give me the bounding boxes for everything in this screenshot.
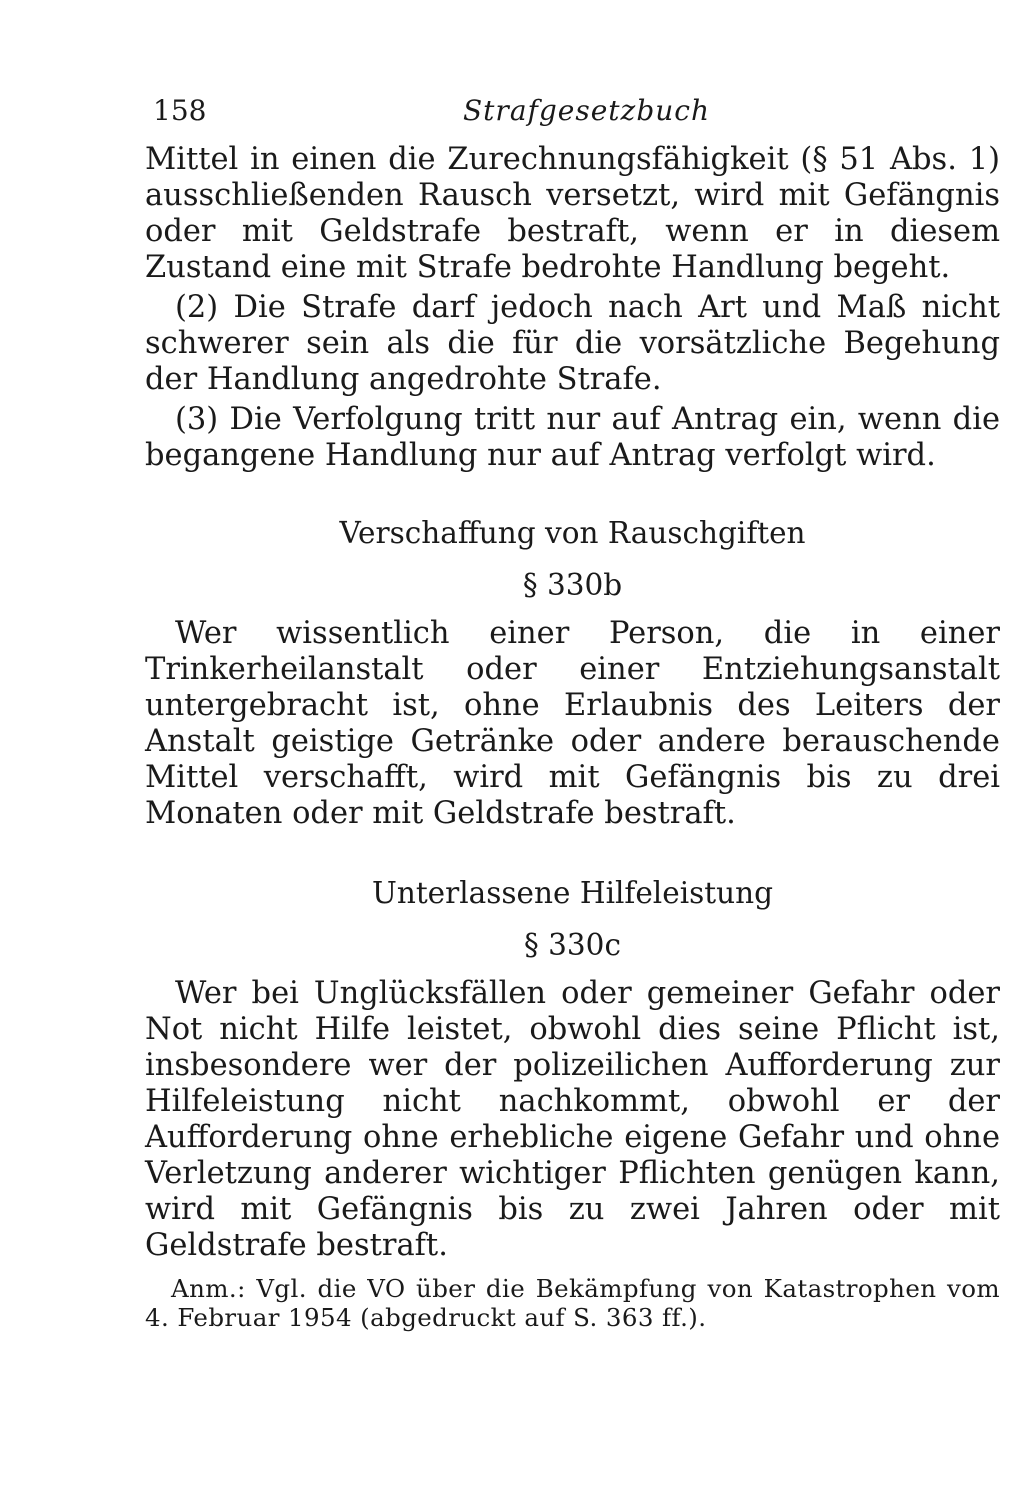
paragraph-continuation: Mittel in einen die Zurechnungsfähigkeit (§ 51 Abs. 1) ausschließenden Rausch versetzt, wird mit Gefängnis oder mit Geldstrafe bestraft, wenn er in diesem Zustand eine mit Strafe bedrohte Handlung begeht. — [145, 142, 1000, 285]
section-330c-number: § 330c — [524, 928, 621, 962]
section-330c-title: Unterlassene Hilfeleistung — [371, 876, 774, 910]
section-330b-title: Verschaffung von Rauschgiften — [339, 516, 806, 550]
paragraph-2: (2) Die Strafe darf jedoch nach Art und Maß nicht schwerer sein als die für die vorsätzliche Begehung der Handlung angedrohte Strafe. — [145, 290, 1000, 397]
section-330b-text: Wer wissentlich einer Person, die in einer Trinkerheilanstalt oder einer Entziehungsanstalt untergebracht ist, ohne Erlaubnis des Leiters der Anstalt geistige Getränke oder andere berauschende Mittel verschafft, wird mit Gefängnis bis zu drei Monaten oder mit Geldstrafe bestraft. — [145, 616, 1000, 831]
section-330c-text: Wer bei Unglücksfällen oder gemeiner Gefahr oder Not nicht Hilfe leistet, obwohl dies seine Pflicht ist, insbesondere wer der polizeilichen Aufforderung zur Hilfeleistung nicht nachkommt, obwohl er der Aufforderung ohne erhebliche eigene Gefahr und ohne Verletzung anderer wichtiger Pflichten genügen kann, wird mit Gefängnis bis zu zwei Jahren oder mit Geldstrafe bestraft. — [145, 976, 1000, 1263]
paragraph-3: (3) Die Verfolgung tritt nur auf Antrag ein, wenn die begangene Handlung nur auf Antrag verfolgt wird. — [145, 402, 1000, 473]
page-number: 158 — [153, 94, 207, 127]
section-330b-number: § 330b — [522, 568, 623, 602]
page-header — [145, 92, 1000, 142]
book-page — [145, 92, 1000, 1332]
running-title: Strafgesetzbuch — [463, 94, 710, 127]
annotation-note: Anm.: Vgl. die VO über die Bekämpfung von Katastrophen vom 4. Februar 1954 (abgedruckt auf S. 363 ff.). — [145, 1274, 1000, 1332]
